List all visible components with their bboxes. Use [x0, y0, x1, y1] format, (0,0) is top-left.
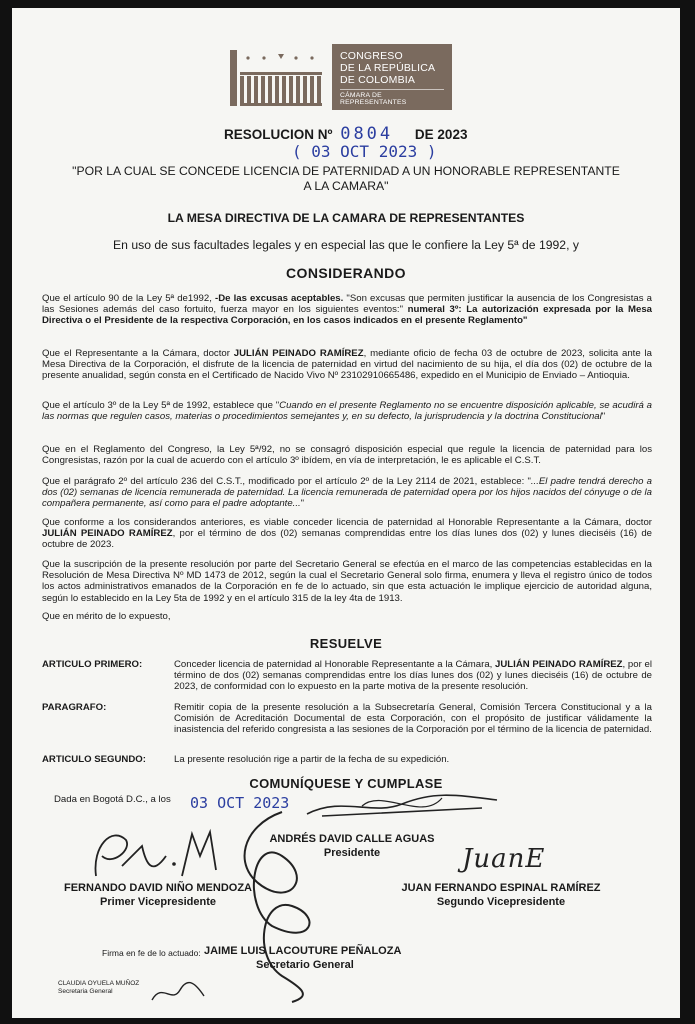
claudia-name: CLAUDIA OYUELA MUÑOZ — [58, 980, 140, 987]
considerando-paragraph-4 — [42, 444, 652, 466]
paragrafo-label: PARAGRAFO: — [42, 702, 107, 713]
logo-line-2: DE LA REPÚBLICA — [340, 62, 436, 74]
considerando-paragraph-5 — [42, 476, 652, 510]
first-vp-role: Primer Vicepresidente — [100, 896, 216, 908]
stamp-date: ( 03 OCT 2023 ) — [292, 142, 437, 161]
text-span: Que el parágrafo 2º del artículo 236 del C.S.T., modificado por el artículo 2º de la Ley 2114 de 2021, establece: " — [42, 476, 531, 487]
text-span: Que la suscripción de la presente resolución por parte del Secretario General se efectúa en el marco de las competencias establecidas en la Resolución de Mesa Directiva Nº MD 1473 de 2012, según la cual el Secretario General solo firma, enumera y lleva el registro único de todos los actos administrativos emanados de la Corporación en fe de lo actuado, sin que esta actuación le implique ejercicio de autoridad alguna, según lo establecido en la Ley 5ta de 1992 y en el artículo 315 de la ley 4ta de 1913. — [42, 559, 652, 604]
text-span: , por el término de dos (02) semanas comprendidas entre los días lunes dos (02) y lunes dieciséis (16) de octubre de 2023, de conformidad con lo expuesto en la parte motiva de la presente resolución. — [174, 659, 652, 693]
article-2-text: La presente resolución rige a partir de la fecha de su expedición. — [174, 754, 450, 765]
considerando-paragraph-6 — [42, 517, 652, 551]
resolution-number: 0804 — [340, 124, 394, 144]
logo-line-3: DE COLOMBIA — [340, 74, 416, 86]
dada-stamp-date: 03 OCT 2023 — [190, 794, 290, 812]
text-span: " — [300, 498, 305, 510]
considerando-paragraph-7 — [42, 559, 652, 604]
claudia-role: Secretaria General — [58, 987, 113, 995]
dada-line: Dada en Bogotá D.C., a los — [54, 794, 171, 805]
mesa-directiva-heading: LA MESA DIRECTIVA DE LA CAMARA DE REPRESENTANTES — [167, 211, 525, 225]
resolution-year: DE 2023 — [414, 127, 468, 142]
second-vp-handwritten-signature: JuanE — [462, 844, 546, 874]
text-span: Conceder licencia de paternidad al Honorable Representante a la Cámara, — [174, 659, 496, 670]
article-1-label: ARTICULO PRIMERO: — [42, 659, 143, 670]
bold-span: -De las excusas aceptables. — [215, 293, 344, 304]
president-name: ANDRÉS DAVID CALLE AGUAS — [269, 833, 435, 845]
second-vp-name: JUAN FERNANDO ESPINAL RAMÍREZ — [401, 882, 601, 894]
text-span: Que conforme a los considerandos anteriores, es viable conceder licencia de paternidad al Honorable Representante a la Cámara, doctor — [42, 517, 652, 528]
secretary-role: Secretario General — [256, 959, 354, 971]
considerando-paragraph-3 — [42, 400, 652, 422]
considerando-paragraph-1 — [42, 293, 652, 327]
article-2-label: ARTICULO SEGUNDO: — [42, 754, 146, 765]
text-span: Que el artículo 3º de la Ley 5ª de 1992, establece que " — [42, 400, 280, 411]
secretary-name: JAIME LUIS LACOUTURE PEÑALOZA — [204, 945, 402, 957]
italic-span: ...El padre tendrá derecho a dos (02) semanas de licencia remunerada de paternidad. La licencia remunerada de paternidad opera por los hijos nacidos del cónyuge o de la compañera permanente, así como para el padre adoptante... — [42, 476, 652, 510]
bold-span: JULIÁN PEINADO RAMÍREZ — [495, 659, 623, 670]
comuniquese-heading: COMUNÍQUESE Y CUMPLASE — [249, 776, 443, 791]
claudia-block — [58, 980, 139, 995]
text-span: Que el artículo 90 de la Ley 5ª de1992, — [42, 293, 216, 304]
resuelve-heading: RESUELVE — [309, 636, 383, 651]
second-vp-role: Segundo Vicepresidente — [436, 896, 566, 908]
considerando-paragraph-2 — [42, 348, 652, 382]
article-1-text — [174, 659, 652, 693]
resolution-document — [12, 8, 680, 1018]
bold-span: numeral 3º: La autorización expresada por la Mesa Directiva o el Presidente de la respectiva Corporación, en los casos indicados en el presente Reglamento" — [42, 304, 652, 327]
considerando-heading: CONSIDERANDO — [286, 265, 406, 281]
logo-text-box — [332, 44, 452, 110]
resolution-line — [224, 124, 467, 144]
firma-label: Firma en fe de lo actuado: — [102, 948, 201, 958]
paragrafo-text: Remitir copia de la presente resolución a la Subsecretaría General, Comisión Tercera Constitucional y a la Comisión de Acreditación Documental de esta Corporación, con el propósito de justificar válidamente la inasistencia del referido congresista a las sesiones de la Corporación por el término de la licencia de paternidad. — [174, 702, 652, 736]
text-span: "Son excusas que permiten justificar la ausencia de los Congresistas a las Sesiones además del caso fortuito, fuerza mayor en los siguientes eventos:" — [42, 293, 652, 316]
text-span: Que en el Reglamento del Congreso, la Ley 5ª/92, no se consagró disposición especial que regule la licencia de paternidad para los Congresistas, razón por la cual de acuerdo con el artículo 3º ibídem, en vía de interpretación, le es aplicable el C.S.T. — [42, 444, 652, 467]
claudia-signature-icon — [148, 978, 208, 1008]
logo-line-1: CONGRESO — [340, 50, 403, 62]
italic-span: Cuando en el presente Reglamento no se encuentre disposición aplicable, se acudirá a las normas que regulen casos, materias o procedimientos semejantes y, en su defecto, la jurisprudencia y la doctrina Constitucional — [42, 400, 652, 423]
facultades-line: En uso de sus facultades legales y en especial las que le confiere la Ley 5ª de 1992, y — [113, 238, 579, 252]
bold-span: JULIÁN PEINADO RAMÍREZ — [233, 348, 364, 359]
bold-span: JULIÁN PEINADO RAMÍREZ — [42, 528, 173, 540]
congress-logo-icon — [230, 46, 332, 110]
president-role: Presidente — [323, 847, 381, 859]
text-span: , por el término de dos (02) semanas comprendidas entre los días lunes dos (02) y lunes dieciséis (16) de octubre de 2023. — [42, 528, 652, 551]
text-span: , mediante oficio de fecha 03 de octubre de 2023, solicita ante la Mesa Directiva de la Corporación, el disfrute de la licencia de paternidad en virtud del nacimiento de su hija, el día dos (02) de octubre de la presente anualidad, según consta en el Certificado de Nacido Vivo Nº 23102910665486, expedido en el Municipio de Enviado – Antioquia. — [42, 348, 653, 382]
first-vp-name: FERNANDO DAVID NIÑO MENDOZA — [63, 882, 252, 894]
text-span: Que el Representante a la Cámara, doctor — [42, 348, 234, 359]
logo-subtitle: CÁMARA DE REPRESENTANTES — [340, 89, 444, 106]
text-span: Que en mérito de lo expuesto, — [42, 611, 171, 622]
document-title: "POR LA CUAL SE CONCEDE LICENCIA DE PATERNIDAD A UN HONORABLE REPRESENTANTE A LA CAMARA" — [72, 164, 620, 193]
resolution-label: RESOLUCION Nº — [224, 127, 333, 142]
president-signature-icon — [302, 786, 502, 826]
considerando-paragraph-8 — [42, 611, 652, 622]
text-span: " — [601, 411, 606, 423]
